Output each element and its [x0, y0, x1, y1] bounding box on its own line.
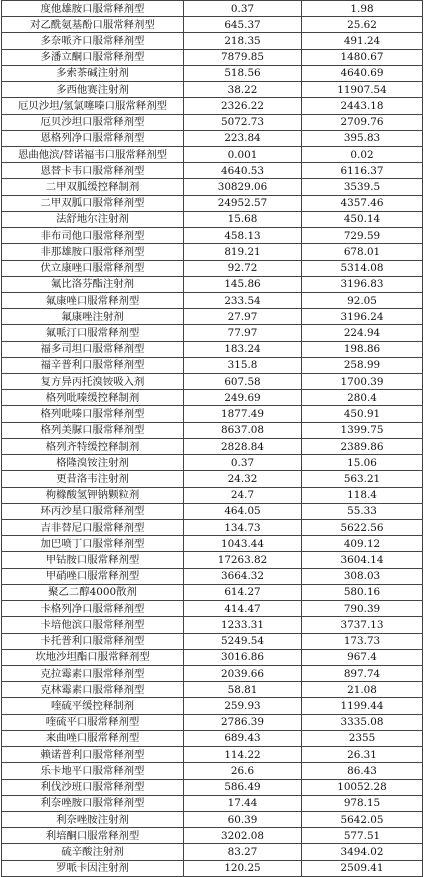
value-a-cell: 4640.53: [184, 163, 302, 179]
value-a-cell: 15.68: [184, 211, 302, 227]
value-b-cell: 2709.76: [302, 114, 423, 130]
drug-name-cell: 厄贝沙坦/氢氯噻嗪口服常释剂型: [2, 98, 184, 114]
table-row: [2, 114, 423, 130]
drug-name-cell: 卡格列净口服常释剂型: [2, 601, 184, 617]
drug-name-cell: 厄贝沙坦口服常释剂型: [2, 114, 184, 130]
value-a-cell: 689.43: [184, 730, 302, 746]
value-b-cell: 897.74: [302, 665, 423, 681]
table-row: [2, 179, 423, 195]
value-b-cell: 409.12: [302, 536, 423, 552]
value-a-cell: 60.39: [184, 811, 302, 827]
value-a-cell: 17.44: [184, 795, 302, 811]
table-row: [2, 520, 423, 536]
value-b-cell: 2389.86: [302, 438, 423, 454]
table-row: [2, 438, 423, 454]
value-b-cell: 563.21: [302, 471, 423, 487]
value-a-cell: 38.22: [184, 82, 302, 98]
value-a-cell: 27.97: [184, 309, 302, 325]
drug-name-cell: 甲钴胺口服常释剂型: [2, 552, 184, 568]
value-b-cell: 978.15: [302, 795, 423, 811]
table-row: [2, 98, 423, 114]
table-row: [2, 795, 423, 811]
table-row: [2, 82, 423, 98]
table-row: [2, 455, 423, 471]
value-a-cell: 0.37: [184, 455, 302, 471]
table-row: [2, 503, 423, 519]
table-row: [2, 844, 423, 860]
value-b-cell: 2355: [302, 730, 423, 746]
value-b-cell: 3737.13: [302, 617, 423, 633]
table-row: [2, 49, 423, 65]
drug-name-cell: 度他雄胺口服常释剂型: [2, 1, 184, 17]
value-b-cell: 678.01: [302, 244, 423, 260]
table-row: [2, 276, 423, 292]
value-b-cell: 450.91: [302, 406, 423, 422]
value-b-cell: 5642.05: [302, 811, 423, 827]
table-row: [2, 406, 423, 422]
value-a-cell: 0.001: [184, 146, 302, 162]
table-row: [2, 649, 423, 665]
drug-name-cell: 氟康唑注射剂: [2, 309, 184, 325]
value-b-cell: 491.24: [302, 33, 423, 49]
value-a-cell: 120.25: [184, 860, 302, 876]
table-row: [2, 260, 423, 276]
table-row: [2, 422, 423, 438]
value-b-cell: 1.98: [302, 1, 423, 17]
drug-name-cell: 福多司坦口服常释剂型: [2, 341, 184, 357]
drug-name-cell: 格隆溴铵注射剂: [2, 455, 184, 471]
value-b-cell: 92.05: [302, 292, 423, 308]
table-row: [2, 568, 423, 584]
drug-name-cell: 卡培他滨口服常释剂型: [2, 617, 184, 633]
drug-name-cell: 恩替卡韦口服常释剂型: [2, 163, 184, 179]
drug-name-cell: 格列美脲口服常释剂型: [2, 422, 184, 438]
drug-name-cell: 恩格列净口服常释剂型: [2, 130, 184, 146]
value-a-cell: 586.49: [184, 779, 302, 795]
table-row: [2, 811, 423, 827]
drug-name-cell: 伏立康唑口服常释剂型: [2, 260, 184, 276]
drug-name-cell: 对乙酰氨基酚口服常释剂型: [2, 17, 184, 33]
drug-name-cell: 氟哌汀口服常释剂型: [2, 325, 184, 341]
value-b-cell: 10052.28: [302, 779, 423, 795]
drug-name-cell: 乐卡地平口服常释剂型: [2, 763, 184, 779]
value-a-cell: 2828.84: [184, 438, 302, 454]
table-row: [2, 584, 423, 600]
value-b-cell: 3494.02: [302, 844, 423, 860]
value-a-cell: 259.93: [184, 698, 302, 714]
value-a-cell: 7879.85: [184, 49, 302, 65]
table-row: [2, 617, 423, 633]
value-a-cell: 24.7: [184, 487, 302, 503]
value-a-cell: 183.24: [184, 341, 302, 357]
value-b-cell: 5314.08: [302, 260, 423, 276]
value-b-cell: 1399.75: [302, 422, 423, 438]
value-b-cell: 4357.46: [302, 195, 423, 211]
drug-name-cell: 环丙沙星口服常释剂型: [2, 503, 184, 519]
drug-name-cell: 克林霉素口服常释剂型: [2, 682, 184, 698]
table-row: [2, 163, 423, 179]
value-b-cell: 2509.41: [302, 860, 423, 876]
drug-name-cell: 硫辛酸注射剂: [2, 844, 184, 860]
value-a-cell: 2039.66: [184, 665, 302, 681]
value-b-cell: 1199.44: [302, 698, 423, 714]
drug-data-table: [1, 0, 423, 877]
value-b-cell: 280.4: [302, 390, 423, 406]
value-b-cell: 1480.67: [302, 49, 423, 65]
table-row: [2, 309, 423, 325]
value-b-cell: 6116.37: [302, 163, 423, 179]
value-a-cell: 3202.08: [184, 828, 302, 844]
table-row: [2, 341, 423, 357]
value-a-cell: 3664.32: [184, 568, 302, 584]
value-b-cell: 580.16: [302, 584, 423, 600]
value-b-cell: 25.62: [302, 17, 423, 33]
value-a-cell: 24.32: [184, 471, 302, 487]
value-b-cell: 790.39: [302, 601, 423, 617]
value-b-cell: 4640.69: [302, 65, 423, 81]
drug-name-cell: 坎地沙坦酯口服常释剂型: [2, 649, 184, 665]
table-row: [2, 325, 423, 341]
value-b-cell: 173.73: [302, 633, 423, 649]
table-row: [2, 471, 423, 487]
value-b-cell: 2443.18: [302, 98, 423, 114]
table-row: [2, 828, 423, 844]
table-row: [2, 779, 423, 795]
value-a-cell: 614.27: [184, 584, 302, 600]
table-row: [2, 228, 423, 244]
table-row: [2, 244, 423, 260]
table-body: [2, 1, 423, 877]
value-b-cell: 3539.5: [302, 179, 423, 195]
value-a-cell: 26.6: [184, 763, 302, 779]
value-b-cell: 729.59: [302, 228, 423, 244]
table-row: [2, 146, 423, 162]
value-b-cell: 224.94: [302, 325, 423, 341]
value-b-cell: 3196.83: [302, 276, 423, 292]
value-b-cell: 198.86: [302, 341, 423, 357]
drug-name-cell: 多潘立酮口服常释剂型: [2, 49, 184, 65]
value-a-cell: 414.47: [184, 601, 302, 617]
table-row: [2, 487, 423, 503]
value-b-cell: 3196.24: [302, 309, 423, 325]
drug-name-cell: 利奈唑胺口服常释剂型: [2, 795, 184, 811]
value-b-cell: 15.06: [302, 455, 423, 471]
drug-name-cell: 利培酮口服常释剂型: [2, 828, 184, 844]
table-row: [2, 130, 423, 146]
value-a-cell: 92.72: [184, 260, 302, 276]
table-row: [2, 763, 423, 779]
value-b-cell: 395.83: [302, 130, 423, 146]
drug-name-cell: 多奈哌齐口服常释剂型: [2, 33, 184, 49]
value-a-cell: 233.54: [184, 292, 302, 308]
table-row: [2, 536, 423, 552]
value-a-cell: 134.73: [184, 520, 302, 536]
drug-name-cell: 格列吡嗪口服常释剂型: [2, 406, 184, 422]
drug-name-cell: 枸橼酸氢钾钠颗粒剂: [2, 487, 184, 503]
drug-name-cell: 氟康唑口服常释剂型: [2, 292, 184, 308]
drug-name-cell: 喹硫平缓控释制剂: [2, 698, 184, 714]
value-a-cell: 1233.31: [184, 617, 302, 633]
value-b-cell: 967.4: [302, 649, 423, 665]
value-b-cell: 86.43: [302, 763, 423, 779]
table-row: [2, 65, 423, 81]
value-b-cell: 258.99: [302, 357, 423, 373]
value-a-cell: 1043.44: [184, 536, 302, 552]
value-a-cell: 249.69: [184, 390, 302, 406]
drug-name-cell: 利伐沙班口服常释剂型: [2, 779, 184, 795]
value-a-cell: 464.05: [184, 503, 302, 519]
value-a-cell: 2326.22: [184, 98, 302, 114]
table-row: [2, 1, 423, 17]
table-row: [2, 33, 423, 49]
drug-name-cell: 罗哌卡因注射剂: [2, 860, 184, 876]
value-b-cell: 1700.39: [302, 374, 423, 390]
drug-name-cell: 多索茶碱注射剂: [2, 65, 184, 81]
table-row: [2, 682, 423, 698]
value-a-cell: 315.8: [184, 357, 302, 373]
value-a-cell: 17263.82: [184, 552, 302, 568]
value-a-cell: 218.35: [184, 33, 302, 49]
table-row: [2, 730, 423, 746]
value-a-cell: 645.37: [184, 17, 302, 33]
value-a-cell: 607.58: [184, 374, 302, 390]
value-a-cell: 0.37: [184, 1, 302, 17]
value-b-cell: 26.31: [302, 747, 423, 763]
value-b-cell: 55.33: [302, 503, 423, 519]
table-row: [2, 357, 423, 373]
drug-name-cell: 卡托普利口服常释剂型: [2, 633, 184, 649]
value-b-cell: 3335.08: [302, 714, 423, 730]
drug-name-cell: 法舒地尔注射剂: [2, 211, 184, 227]
drug-name-cell: 克拉霉素口服常释剂型: [2, 665, 184, 681]
table-row: [2, 211, 423, 227]
table-row: [2, 17, 423, 33]
drug-name-cell: 格列齐特缓控释制剂: [2, 438, 184, 454]
value-a-cell: 30829.06: [184, 179, 302, 195]
value-a-cell: 5072.73: [184, 114, 302, 130]
drug-name-cell: 复方异丙托溴铵吸入剂: [2, 374, 184, 390]
value-b-cell: 21.08: [302, 682, 423, 698]
value-a-cell: 5249.54: [184, 633, 302, 649]
drug-name-cell: 赖诺普利口服常释剂型: [2, 747, 184, 763]
value-a-cell: 3016.86: [184, 649, 302, 665]
value-b-cell: 118.4: [302, 487, 423, 503]
value-a-cell: 458.13: [184, 228, 302, 244]
table-row: [2, 747, 423, 763]
drug-name-cell: 喹硫平口服常释剂型: [2, 714, 184, 730]
value-a-cell: 24952.57: [184, 195, 302, 211]
drug-name-cell: 福辛普利口服常释剂型: [2, 357, 184, 373]
value-a-cell: 77.97: [184, 325, 302, 341]
drug-name-cell: 氟比洛芬酯注射剂: [2, 276, 184, 292]
value-b-cell: 450.14: [302, 211, 423, 227]
drug-name-cell: 非那雄胺口服常释剂型: [2, 244, 184, 260]
drug-name-cell: 非布司他口服常释剂型: [2, 228, 184, 244]
value-a-cell: 83.27: [184, 844, 302, 860]
drug-name-cell: 二甲双胍缓控释制剂: [2, 179, 184, 195]
drug-name-cell: 格列吡嗪缓控释制剂: [2, 390, 184, 406]
drug-name-cell: 恩曲他滨/替诺福韦口服常释剂型: [2, 146, 184, 162]
table-row: [2, 633, 423, 649]
value-a-cell: 1877.49: [184, 406, 302, 422]
table-row: [2, 292, 423, 308]
table-row: [2, 860, 423, 876]
value-a-cell: 58.81: [184, 682, 302, 698]
drug-name-cell: 吉非替尼口服常释剂型: [2, 520, 184, 536]
value-b-cell: 11907.54: [302, 82, 423, 98]
drug-name-cell: 加巴喷丁口服常释剂型: [2, 536, 184, 552]
value-a-cell: 223.84: [184, 130, 302, 146]
value-a-cell: 819.21: [184, 244, 302, 260]
drug-name-cell: 二甲双胍口服常释剂型: [2, 195, 184, 211]
table-row: [2, 552, 423, 568]
drug-name-cell: 聚乙二醇4000散剂: [2, 584, 184, 600]
drug-name-cell: 来曲唑口服常释剂型: [2, 730, 184, 746]
table-row: [2, 714, 423, 730]
table-row: [2, 665, 423, 681]
value-a-cell: 8637.08: [184, 422, 302, 438]
drug-name-cell: 利奈唑胺注射剂: [2, 811, 184, 827]
value-a-cell: 145.86: [184, 276, 302, 292]
value-a-cell: 114.22: [184, 747, 302, 763]
drug-name-cell: 甲硝唑口服常释剂型: [2, 568, 184, 584]
value-a-cell: 2786.39: [184, 714, 302, 730]
table-row: [2, 698, 423, 714]
value-a-cell: 518.56: [184, 65, 302, 81]
drug-name-cell: 多西他赛注射剂: [2, 82, 184, 98]
table-row: [2, 601, 423, 617]
value-b-cell: 5622.56: [302, 520, 423, 536]
value-b-cell: 0.02: [302, 146, 423, 162]
drug-name-cell: 更昔洛韦注射剂: [2, 471, 184, 487]
table-row: [2, 195, 423, 211]
table-row: [2, 374, 423, 390]
table-row: [2, 390, 423, 406]
value-b-cell: 577.51: [302, 828, 423, 844]
value-b-cell: 3604.14: [302, 552, 423, 568]
value-b-cell: 308.03: [302, 568, 423, 584]
